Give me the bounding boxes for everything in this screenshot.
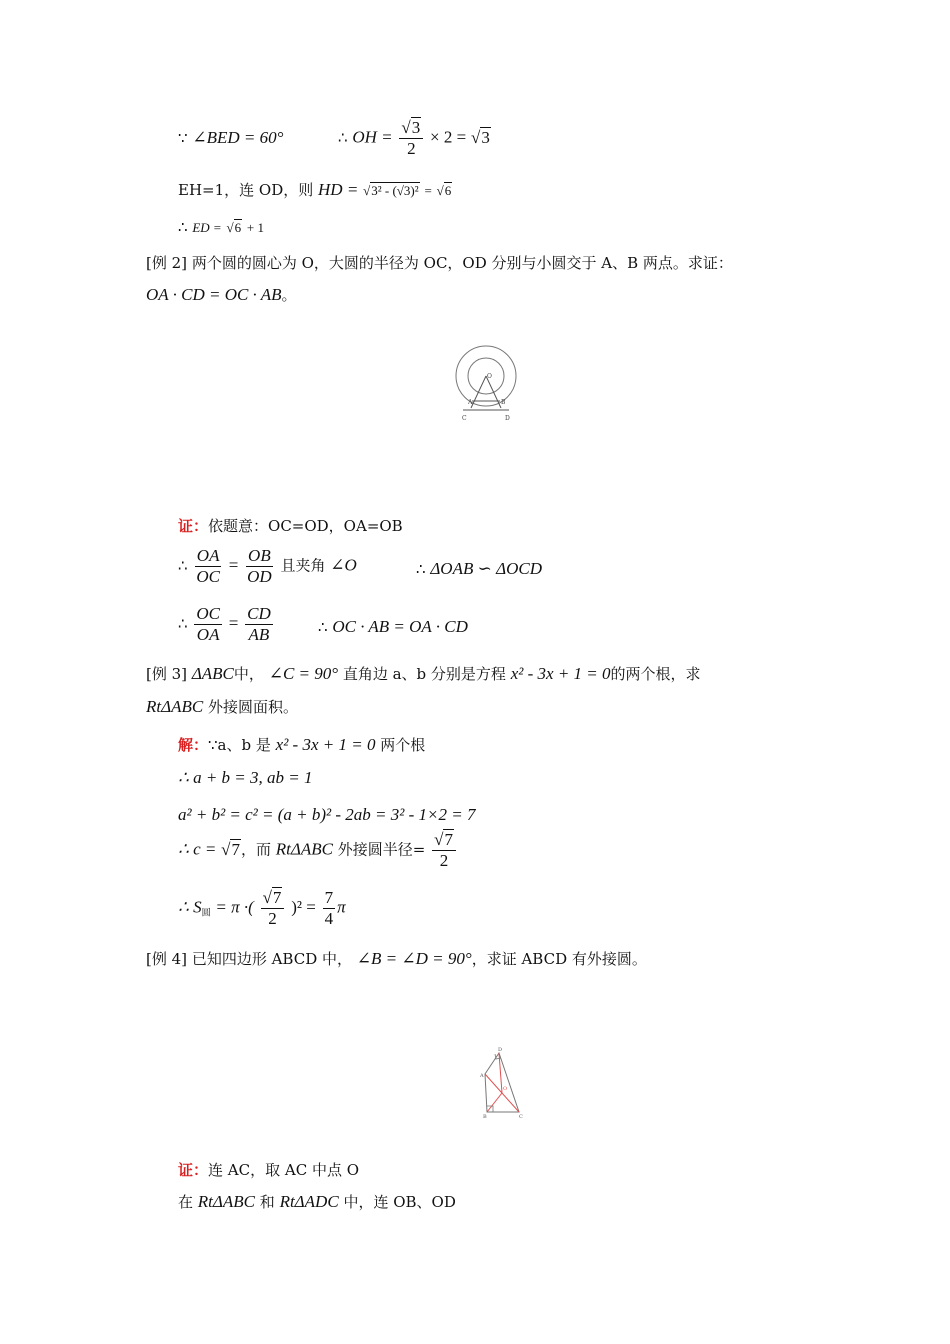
example3-statement-2: RtΔABC 外接圆面积。	[146, 697, 298, 716]
fig4-label-a: A	[480, 1073, 484, 1079]
fig4-label-c: C	[519, 1114, 523, 1118]
example2-step2: ∴ $\frac{OC}{OA}$ = $\frac{CD}{AB}$	[178, 604, 271, 644]
example2-step1: ∴ $\frac{OA}{OC}$ = $\frac{OB}{OD}$ 且夹角 ∠O	[178, 546, 357, 586]
example4-proof1: 证：连 AC，取 AC 中点 O	[178, 1161, 360, 1179]
example2-proof-intro: 证：依题意：OC=OD，OA=OB	[178, 517, 403, 535]
example2-statement: [例 2] 两个圆的圆心为 O，大圆的半径为 OC，OD 分别与小圆交于 A、B 两点。求证：	[146, 254, 733, 272]
example3-sol5: ∴ $S_圆 = \pi$ ·( $\frac{√7}{2}$ )² = $\frac{7}{4}$ π	[178, 888, 346, 928]
example2-claim: OA · CD = OC · AB。	[146, 285, 297, 304]
fig4-label-d: D	[498, 1047, 503, 1053]
fig-label-d: D	[505, 415, 510, 422]
fig4-label-b: B	[483, 1114, 487, 1118]
example3-sol2: ∴ a + b = 3, ab = 1	[178, 768, 313, 787]
fig-label-o: O	[487, 373, 492, 380]
example4-proof2: 在 RtΔABC 和 RtΔADC 中，连 OB、OD	[178, 1192, 456, 1211]
fig-label-c: C	[462, 415, 467, 422]
concentric-circles-figure	[450, 328, 522, 428]
fig-label-b: B	[501, 399, 506, 406]
example3-sol4: ∴ c = √7，而 RtΔABC 外接圆半径= $\frac{√7}{2}$	[178, 830, 458, 871]
example3-sol1: 解：∵a、b 是 x² - 3x + 1 = 0 两个根	[178, 735, 426, 754]
line-ed: ∴ ED = √6 + 1	[178, 218, 264, 236]
example3-statement: [例 3] ΔABC中， ∠C = 90° 直角边 a、b 分别是方程 x² - 3x + 1 = 0的两个根，求	[146, 664, 701, 683]
line-hd: EH=1，连 OD，则 HD = √3² - (√3)² = √6	[178, 180, 452, 199]
line-oh: ∴ OH = $\frac{√3}{2}$ × 2 = √3	[338, 118, 490, 158]
example3-sol3: a² + b² = c² = (a + b)² - 2ab = 3² - 1×2 = 7	[178, 805, 476, 824]
example4-statement: [例 4] 已知四边形 ABCD 中， ∠B = ∠D = 90°，求证 ABCD 有外接圆。	[146, 949, 647, 968]
fig4-label-o: O	[503, 1086, 508, 1092]
fig-label-a: A	[468, 399, 473, 406]
example2-similar: ∴ ΔOAB ∽ ΔOCD	[416, 559, 542, 578]
line-angle-bed: ∵ ∠BED = 60°	[178, 128, 284, 147]
example2-conclusion: ∴ OC · AB = OA · CD	[318, 617, 468, 636]
quadrilateral-figure	[478, 1044, 526, 1118]
